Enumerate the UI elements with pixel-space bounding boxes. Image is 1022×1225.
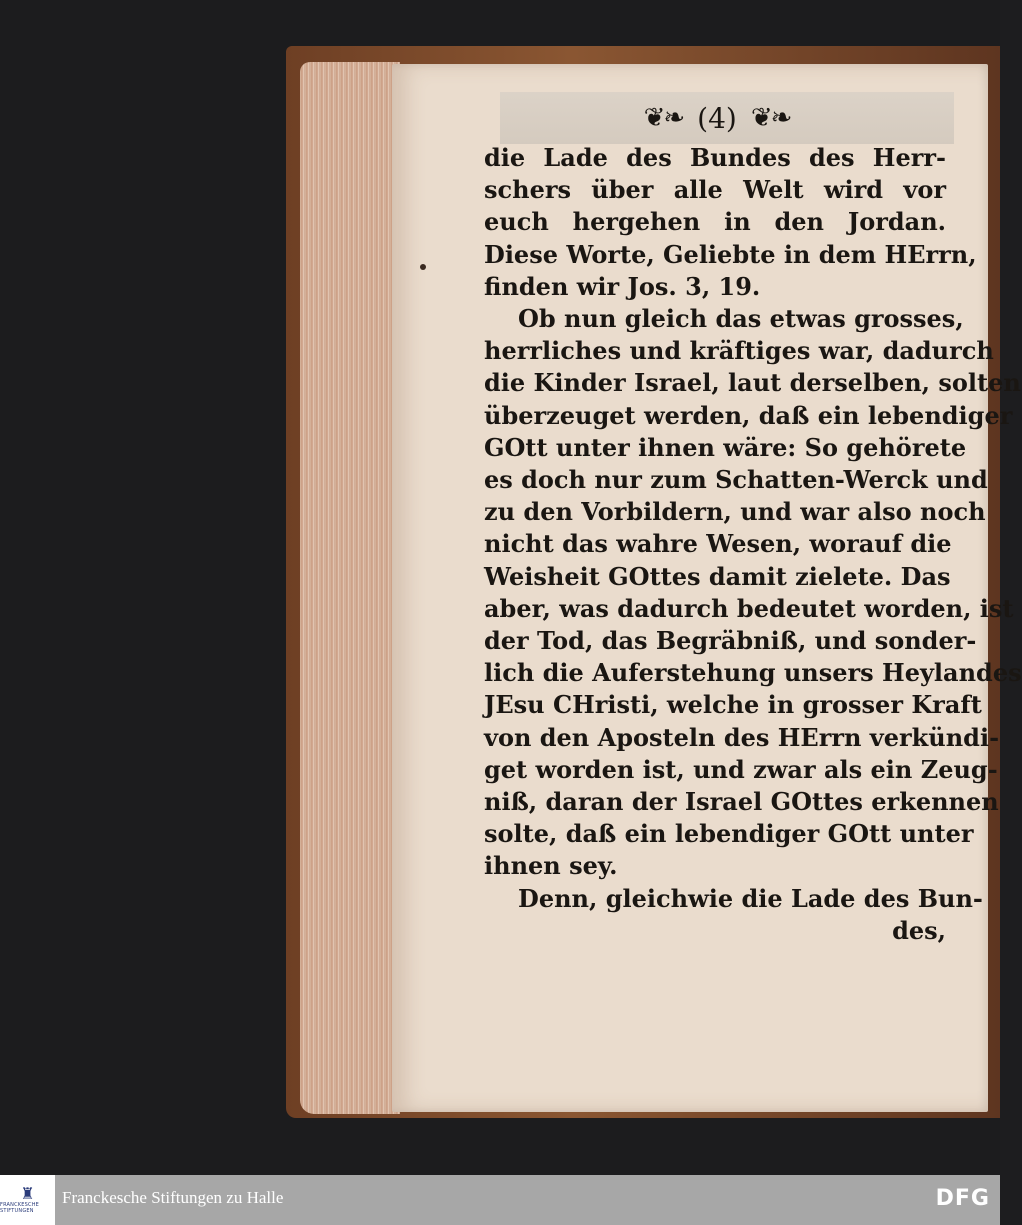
logo-text: FRANCKESCHE STIFTUNGEN [0,1202,40,1214]
margin-mark [420,264,426,270]
page-edges [300,62,400,1114]
book-page [392,64,1022,1112]
footer-bar [0,1175,1000,1225]
text-line: es doch nur zum Schatten-Werck und [484,465,988,495]
catchword: des, [892,915,946,945]
text-line: schers über alle Welt wird vor [484,175,946,205]
page-header [572,98,862,138]
text-line: get worden ist, und zwar als ein Zeug- [484,754,998,784]
text-line: Denn, gleichwie die Lade des Bun- [518,883,983,913]
text-line: lich die Auferstehung unsers Heylandes [484,658,1022,688]
text-line: ihnen sey. [484,851,618,881]
page-number: (4) [697,101,737,135]
text-line: die Kinder Israel, laut derselben, solten [484,368,1021,398]
ornament-right-icon: ❦❧ [750,103,791,133]
text-line: Weisheit GOttes damit zielete. Das [484,561,951,591]
text-line: euch hergehen in den Jordan. [484,207,946,237]
institution-name[interactable]: Franckesche Stiftungen zu Halle [62,1188,284,1207]
text-line: niß, daran der Israel GOttes erkennen [484,787,999,817]
text-line: Ob nun gleich das etwas grosses, [518,304,964,334]
text-line: finden wir Jos. 3, 19. [484,271,761,301]
text-line: der Tod, das Begräbniß, und sonder- [484,626,977,656]
page-text [484,142,1022,947]
institution-logo[interactable] [0,1175,55,1225]
ornament-left-icon: ❦❧ [643,103,684,133]
text-line: die Lade des Bundes des Herr- [484,143,946,172]
text-line: aber, was dadurch bedeutet worden, ist [484,593,1014,623]
text-line: zu den Vorbildern, und war also noch [484,497,986,527]
dfg-logo[interactable]: DFG [935,1186,990,1211]
text-line: überzeuget werden, daß ein lebendiger [484,400,1013,430]
text-line: GOtt unter ihnen wäre: So gehörete [484,432,967,462]
text-line: von den Aposteln des HErrn verkündi- [484,722,1000,752]
franckesche-logo-icon: ♜ [20,1184,35,1203]
text-line: solte, daß ein lebendiger GOtt unter [484,819,974,849]
text-line: nicht das wahre Wesen, worauf die [484,529,952,559]
text-line: herrliches und kräftiges war, dadurch [484,336,994,366]
text-line: Diese Worte, Geliebte in dem HErrn, [484,239,977,269]
text-line: JEsu CHristi, welche in grosser Kraft [484,690,982,720]
